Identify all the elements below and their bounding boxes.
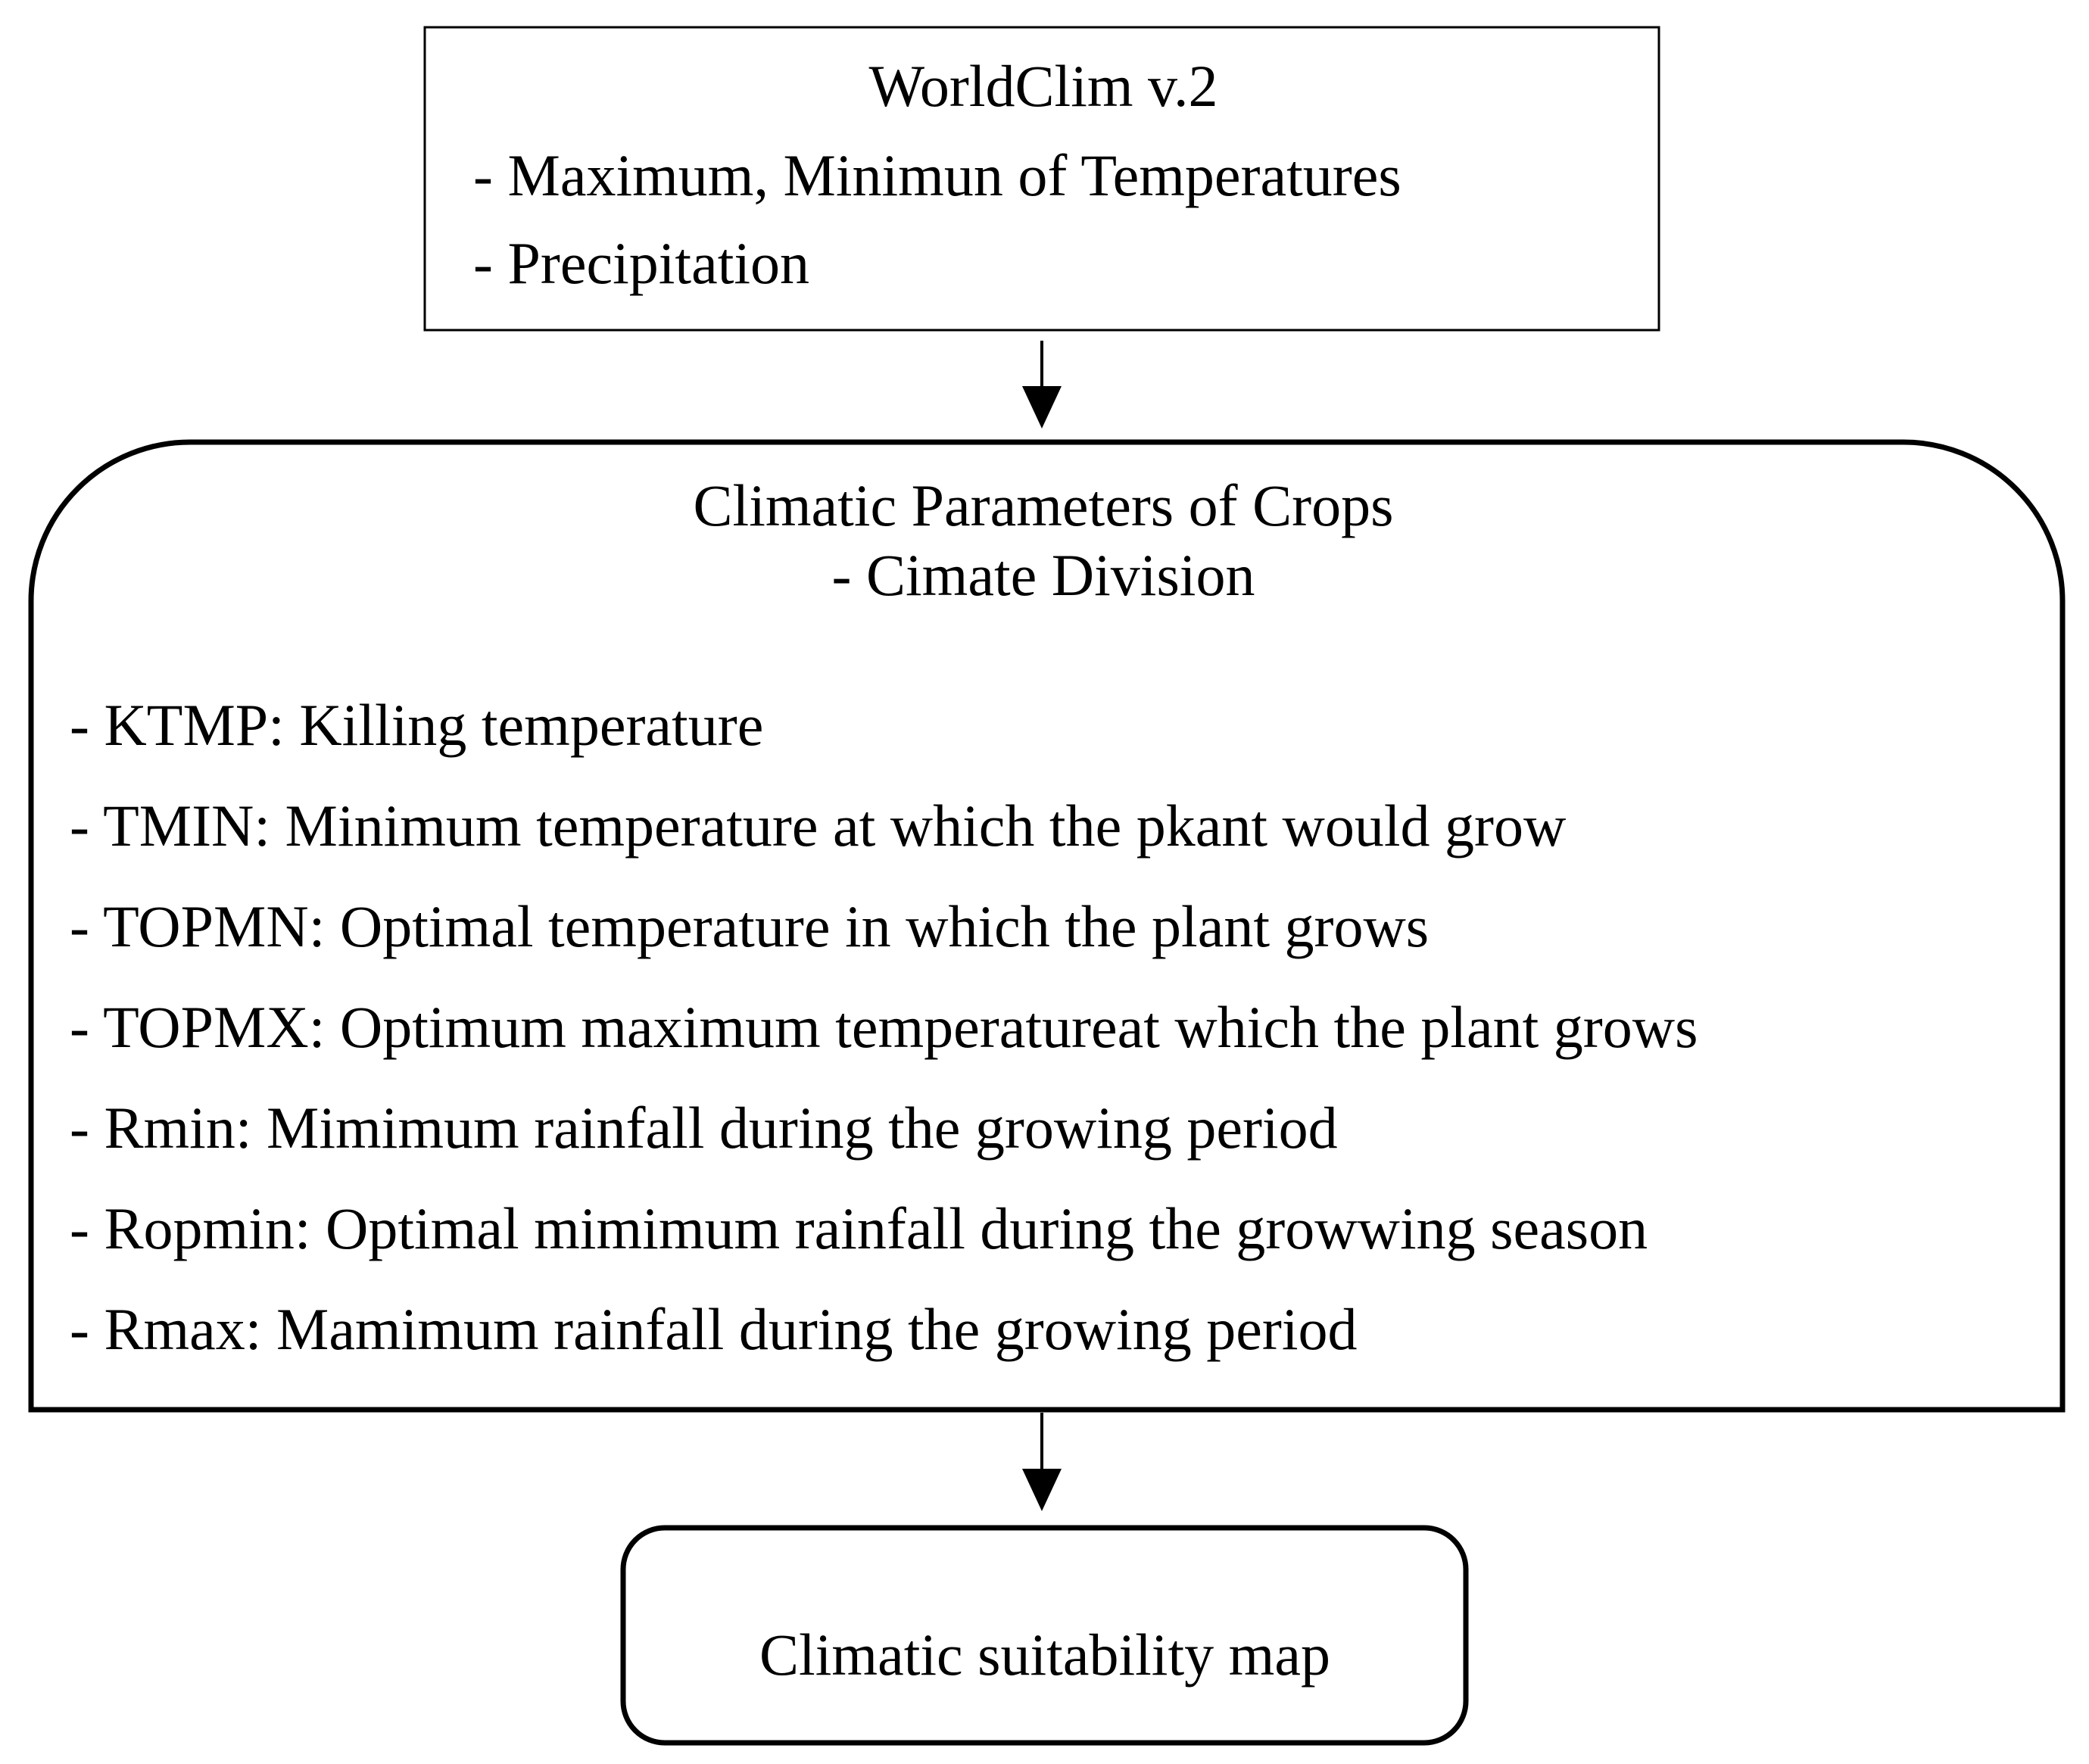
parameters-subtitle: - Cimate Division [831,542,1255,608]
parameter-item: - Ropmin: Optimal mimimum rainfall during the growwing season [70,1195,1648,1261]
source-item: - Maximum, Minimun of Temperatures [473,142,1402,208]
parameter-item: - Rmin: Mimimum rainfall during the growing period [70,1095,1338,1161]
source-item: - Precipitation [473,230,810,296]
arrow-down-icon [1022,1413,1062,1511]
parameter-item: - TOPMN: Optimal temperature in which the plant grows [70,893,1430,959]
output-box [623,1528,1466,1743]
parameter-item: - TMIN: Minimum temperature at which the pkant would grow [70,793,1567,859]
output-label: Climatic suitability map [759,1622,1330,1688]
parameters-title: Climatic Parameters of Crops [693,472,1394,538]
arrow-down-icon [1022,341,1062,429]
parameter-item: - KTMP: Killing temperature [70,692,764,758]
parameter-item: - Rmax: Mamimum rainfall during the growing period [70,1296,1358,1362]
parameters-box [31,442,2062,1410]
parameter-item: - TOPMX: Optimum maximum temperatureat which the plant grows [70,994,1698,1060]
source-box [425,27,1659,330]
source-title: WorldClim v.2 [868,53,1218,119]
